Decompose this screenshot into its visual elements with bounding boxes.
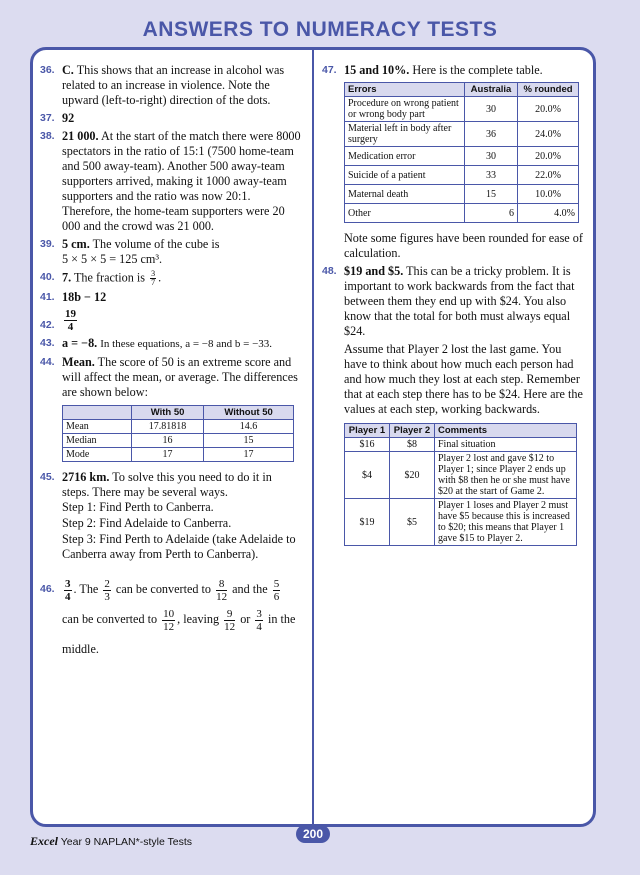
table-cell: 17.81818 — [132, 420, 204, 434]
answer-key: C. — [62, 63, 74, 77]
question-number: 41. — [40, 291, 55, 303]
table-cell: 17 — [132, 448, 204, 462]
fraction: $\frac{10}{12}$ — [163, 607, 175, 633]
explanation: This shows that an increase in alcohol was related to an increase in violence. Note the upward (left-to-right) direction of the dots. — [62, 63, 285, 107]
fraction: $\frac{8}{12}$ — [216, 577, 228, 603]
answer-key: 2716 km. — [62, 470, 110, 484]
text: or — [240, 612, 251, 626]
fraction: $\frac{3}{7}$ — [151, 269, 156, 287]
rounding-note: Note some figures have been rounded for ease of calculation. — [344, 231, 583, 260]
answer-38 — [40, 129, 302, 234]
table-cell: 30 — [465, 97, 518, 122]
page-title: ANSWERS TO NUMERACY TESTS — [142, 18, 498, 41]
question-number: 38. — [40, 130, 55, 142]
explanation: The volume of the cube is — [92, 237, 220, 251]
answer-43 — [40, 336, 302, 352]
column-divider — [312, 47, 314, 827]
text: can be converted to — [115, 582, 212, 596]
text: , leaving — [177, 612, 220, 626]
table-header: Australia — [465, 83, 518, 97]
explanation: In these equations, a = −8 and b = −33. — [100, 338, 273, 350]
answer-48 — [322, 264, 584, 546]
table-cell: $19 — [345, 499, 390, 546]
left-column — [40, 63, 302, 667]
answer-key: 5 cm. — [62, 237, 90, 251]
table-header: Player 1 — [345, 424, 390, 438]
table-row — [345, 452, 577, 499]
table-cell: Material left in body after surgery — [345, 122, 465, 147]
answer-key: 7. — [62, 270, 72, 285]
table-cell: Procedure on wrong patient or wrong body part — [345, 97, 465, 122]
table-cell: 6 — [465, 204, 518, 223]
book-title: Year 9 NAPLAN*-style Tests — [60, 836, 193, 848]
step-3: Step 3: Find Perth to Adelaide (take Adelaide to Canberra away from Perth to Canberra). — [62, 532, 296, 561]
explanation: At the start of the match there were 8000 spectators in the ratio of 15:1 (7500 home-team and 500 away-team). Another 500 away-team supporters arrived, making it 1000 away-team supporters and the ratio was now 20:1. Therefore, the home-team supporters were 20 000 and the crowd was 21 000. — [62, 129, 301, 233]
answer-key: $19 and $5. — [344, 264, 404, 278]
page-number: 200 — [296, 825, 330, 843]
answer-36 — [40, 63, 302, 108]
table-cell: 16 — [132, 434, 204, 448]
table-cell: Median — [63, 434, 132, 448]
table-cell: 20.0% — [518, 147, 579, 166]
table-cell: 24.0% — [518, 122, 579, 147]
right-column — [322, 63, 584, 549]
answer-key: a = −8. — [62, 336, 98, 350]
table-row — [345, 122, 579, 147]
explanation-2: Assume that Player 2 lost the last game. You have to think about how much each person had and how much they lost at each step. Remember that at each step there has to be $24. Here are the values at each step, working backwards. — [344, 342, 583, 416]
answer-key: 18b − 12 — [62, 290, 107, 304]
table-cell: 22.0% — [518, 166, 579, 185]
fraction: $\frac{3}{4}$ — [256, 607, 262, 633]
table-cell: Final situation — [435, 438, 577, 452]
table-cell: Mean — [63, 420, 132, 434]
table-row — [345, 499, 577, 546]
fraction: $\frac{2}{3}$ — [104, 577, 110, 603]
answer-46: 46. $\frac{3}{4}$ . The $\frac{2}{3}$ can be converted to $\frac{8}{12}$ and the $\frac{5}{6}$ can be converted to $\frac{10}{12}$ , leaving $\frac{9}{12}$ or $\frac{3}{4}$ in the middle. — [40, 577, 296, 656]
table-cell: 4.0% — [518, 204, 579, 223]
table-header: Player 2 — [390, 424, 435, 438]
table-header: % rounded — [518, 83, 579, 97]
question-number: 47. — [322, 64, 337, 76]
players-table — [344, 423, 577, 546]
fraction: $\frac{5}{6}$ — [273, 577, 280, 603]
fraction: $\frac{9}{12}$ — [224, 607, 236, 633]
question-number: 40. — [40, 271, 55, 283]
explanation: Here is the complete table. — [412, 63, 543, 77]
text: The — [79, 582, 99, 596]
table-cell: $4 — [345, 452, 390, 499]
mean-median-table — [62, 405, 294, 462]
table-row — [345, 185, 579, 204]
answer-key: 15 and 10%. — [344, 63, 410, 77]
table-cell: Other — [345, 204, 465, 223]
errors-table — [344, 82, 579, 223]
fraction-answer: $\frac{3}{4}$ — [65, 577, 71, 603]
table-cell: 30 — [465, 147, 518, 166]
question-number: 48. — [322, 265, 337, 277]
question-number: 39. — [40, 238, 55, 250]
text: in the middle. — [62, 612, 296, 656]
fraction-answer: $\frac{19}{4}$ — [65, 308, 76, 333]
table-row — [345, 147, 579, 166]
table-cell: Suicide of a patient — [345, 166, 465, 185]
table-cell: 17 — [204, 448, 294, 462]
question-number: 42. — [40, 319, 55, 331]
table-header: With 50 — [132, 406, 204, 420]
explanation: This can be a tricky problem. It is important to work backwards from the fact that between them they end up with $24. You also know that the total for both must always equal $24. — [344, 264, 575, 338]
table-row — [345, 97, 579, 122]
answer-40: 40. 7. The fraction is $\frac{3}{7}$ . — [40, 269, 162, 287]
table-cell: $5 — [390, 499, 435, 546]
table-cell: 15 — [204, 434, 294, 448]
table-row — [345, 166, 579, 185]
table-cell: 14.6 — [204, 420, 294, 434]
explanation: To solve this you need to do it in steps. There may be several ways. — [62, 470, 272, 499]
question-number: 44. — [40, 356, 55, 368]
formula: 5 × 5 × 5 = 125 cm³. — [62, 252, 163, 266]
table-row — [63, 448, 294, 462]
answer-47 — [322, 63, 584, 261]
table-header: Without 50 — [204, 406, 294, 420]
answer-39 — [40, 237, 302, 267]
text: and the — [232, 582, 268, 596]
table-row — [63, 420, 294, 434]
table-cell: 20.0% — [518, 97, 579, 122]
table-row — [63, 434, 294, 448]
table-cell: 10.0% — [518, 185, 579, 204]
table-header: Comments — [435, 424, 577, 438]
table-cell: Player 1 loses and Player 2 must have $5 because this is increased to $20; this means that Player 1 gave $15 to Player 2. — [435, 499, 577, 546]
answer-key: Mean. — [62, 355, 95, 369]
answer-key: 21 000. — [62, 129, 99, 143]
table-cell: 15 — [465, 185, 518, 204]
table-cell: $20 — [390, 452, 435, 499]
footer-title — [30, 834, 192, 849]
explanation: The fraction is — [73, 270, 146, 285]
explanation: The score of 50 is an extreme score and will affect the mean, or average. The differences are shown below: — [62, 355, 298, 399]
table-row — [345, 438, 577, 452]
answer-41 — [40, 290, 302, 305]
table-cell: 33 — [465, 166, 518, 185]
step-1: Step 1: Find Perth to Canberra. — [62, 500, 214, 514]
table-cell: 36 — [465, 122, 518, 147]
answer-44 — [40, 355, 302, 462]
answer-45 — [40, 470, 302, 562]
table-header: Errors — [345, 83, 465, 97]
step-2: Step 2: Find Adelaide to Canberra. — [62, 516, 232, 530]
table-cell: Mode — [63, 448, 132, 462]
text: can be converted to — [62, 612, 158, 626]
answer-37 — [40, 111, 302, 126]
question-number: 36. — [40, 64, 55, 76]
table-cell: $8 — [390, 438, 435, 452]
question-number: 43. — [40, 337, 55, 349]
brand-name: Excel — [30, 834, 58, 848]
table-cell: $16 — [345, 438, 390, 452]
question-number: 37. — [40, 112, 55, 124]
answer-42 — [40, 308, 302, 333]
answer-key: 92 — [62, 111, 75, 125]
table-cell: Player 2 lost and gave $12 to Player 1; since Player 2 ends up with $8 then he or she must have $20 at the start of Game 2. — [435, 452, 577, 499]
table-cell: Maternal death — [345, 185, 465, 204]
question-number: 45. — [40, 471, 55, 483]
table-cell: Medication error — [345, 147, 465, 166]
table-row — [345, 204, 579, 223]
table-header — [63, 406, 132, 420]
question-number: 46. — [40, 583, 55, 595]
